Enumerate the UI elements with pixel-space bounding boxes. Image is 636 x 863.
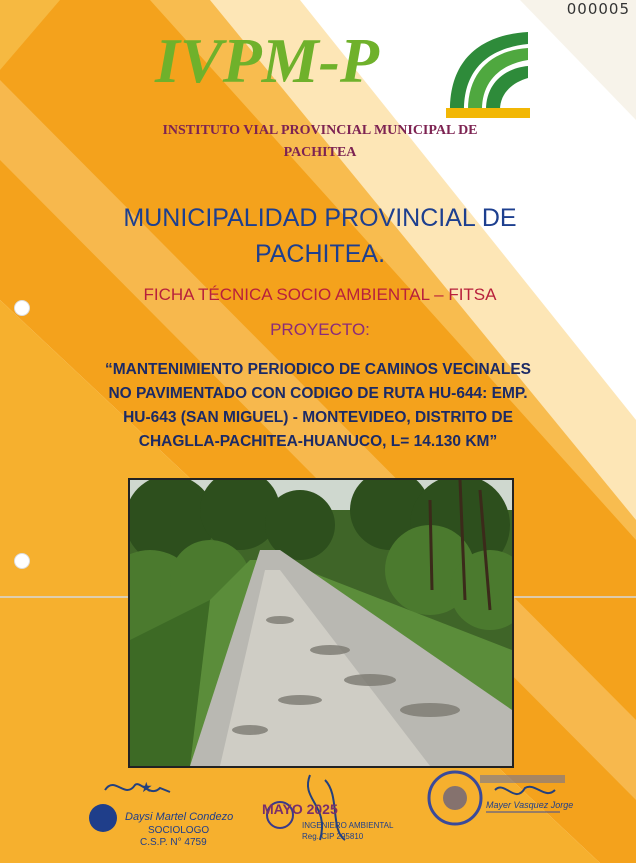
svg-text:★: ★ xyxy=(140,779,153,795)
svg-text:SOCIOLOGO: SOCIOLOGO xyxy=(148,825,210,836)
svg-text:Reg. CIP 295810: Reg. CIP 295810 xyxy=(302,832,364,841)
svg-text:Mayer Vasquez Jorge: Mayer Vasquez Jorge xyxy=(486,800,574,810)
proyecto-label: PROYECTO: xyxy=(270,320,370,339)
binder-hole-icon xyxy=(14,300,30,316)
left-seal-icon xyxy=(89,804,117,832)
middle-signature xyxy=(262,775,394,841)
right-signature xyxy=(429,772,573,824)
logo-accent-bar xyxy=(446,108,530,118)
svg-text:MAYO 2025: MAYO 2025 xyxy=(262,801,338,817)
institute-name: INSTITUTO VIAL PROVINCIAL MUNICIPAL DE PACHITEA xyxy=(162,123,478,160)
signatures-area xyxy=(0,770,636,863)
ivpm-p-logo xyxy=(150,20,530,120)
road-stripes-icon xyxy=(450,32,528,110)
logo-text: IVPM-P xyxy=(155,25,379,96)
svg-text:INGENIERO AMBIENTAL: INGENIERO AMBIENTAL xyxy=(302,821,394,830)
ficha-title: FICHA TÉCNICA SOCIO AMBIENTAL – FITSA xyxy=(143,285,497,304)
project-description: “MANTENIMIENTO PERIODICO DE CAMINOS VECINALES NO PAVIMENTADO CON CODIGO DE RUTA HU-644: EMP. HU-643 (SAN MIGUEL) - MONTEVIDEO, DISTRITO DE CHAGLLA-PACHITEA-HUANUCO, L= 14.130 KM” xyxy=(105,361,531,450)
svg-text:C.S.P. N° 4759: C.S.P. N° 4759 xyxy=(140,837,207,848)
left-signature xyxy=(89,779,233,848)
municipality-title: MUNICIPALIDAD PROVINCIAL DE PACHITEA. xyxy=(123,204,517,268)
binder-hole-icon xyxy=(14,553,30,569)
road-photo xyxy=(128,478,514,768)
page-number: 000005 xyxy=(566,0,630,18)
svg-text:Daysi Martel Condezo: Daysi Martel Condezo xyxy=(125,811,234,823)
